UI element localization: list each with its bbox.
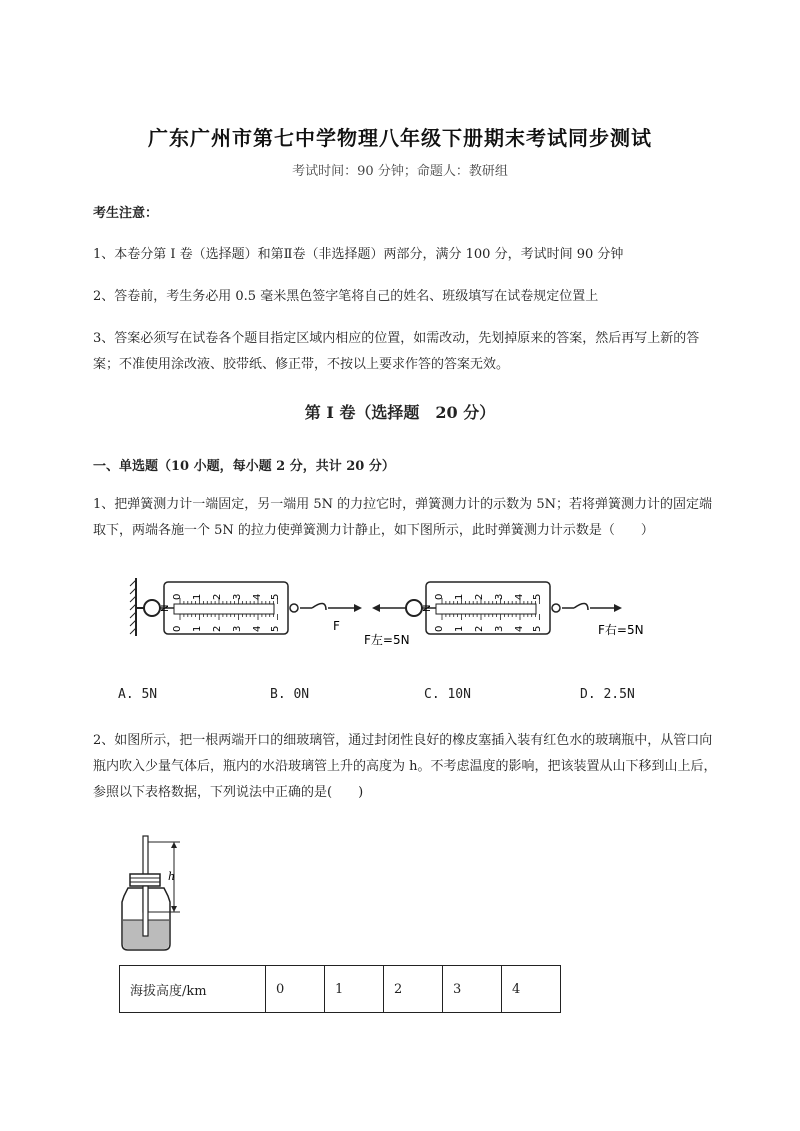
question-1-text: 1、把弹簧测力计一端固定，另一端用 5N 的力拉它时，弹簧测力计的示数为 5N；若将弹簧测力计的固定端取下，两端各施一个 5N 的拉力使弹簧测力计静止，如下图所示，此时弹簧测力计示数是（ ） — [93, 497, 712, 538]
table-cell: 3 — [443, 966, 502, 1013]
option-d[interactable]: D. 2.5N — [580, 687, 635, 702]
section-title: 第 I 卷（选择题 20 分） — [304, 403, 496, 422]
zero-mark-left: N — [160, 604, 171, 612]
table-row — [120, 966, 561, 1013]
table-cell: 1 — [325, 966, 384, 1013]
scale-number: 5 — [270, 593, 281, 600]
force-label-right: F右=5N — [598, 623, 644, 637]
scale-number: 0 — [434, 593, 445, 600]
scale-number: 1 — [454, 625, 465, 632]
scale-number: 1 — [454, 593, 465, 600]
option-a[interactable]: A. 5N — [118, 687, 158, 702]
scale-number: 3 — [232, 625, 243, 632]
scale-number: 0 — [434, 625, 445, 632]
scale-number: 3 — [494, 593, 505, 600]
scale-number: 4 — [514, 593, 525, 600]
exam-info: 考试时间：90 分钟；命题人：教研组 — [292, 164, 508, 179]
option-c[interactable]: C. 10N — [424, 687, 471, 702]
table-row-header: 海拔高度/km — [120, 966, 266, 1013]
table-cell: 2 — [384, 966, 443, 1013]
scale-number: 2 — [474, 593, 485, 600]
scale-number: 3 — [494, 625, 505, 632]
force-label-left: F左=5N — [364, 633, 410, 647]
altitude-table — [119, 965, 561, 1013]
height-label-h: h — [168, 870, 176, 883]
spring-scale-figure — [128, 570, 658, 660]
notice-item-2: 2、答卷前，考生务必用 0.5 毫米黑色签字笔将自己的姓名、班级填写在试卷规定位置上 — [93, 289, 599, 304]
scale-number: 1 — [192, 593, 203, 600]
scale-number: 4 — [514, 625, 525, 632]
bottle-figure — [110, 832, 200, 952]
page-title: 广东广州市第七中学物理八年级下册期末考试同步测试 — [148, 126, 652, 150]
scale-number: 1 — [192, 625, 203, 632]
scale-number: 5 — [270, 625, 281, 632]
scale-number: 2 — [474, 625, 485, 632]
scale-number: 3 — [232, 593, 243, 600]
part-heading: 一、单选题（10 小题，每小题 2 分，共计 20 分） — [93, 459, 395, 474]
scale-number: 0 — [172, 625, 183, 632]
notice-item-3: 3、答案必须写在试卷各个题目指定区域内相应的位置，如需改动，先划掉原来的答案，然后再写上新的答案；不准使用涂改液、胶带纸、修正带，不按以上要求作答的答案无效。 — [93, 331, 700, 372]
scale-number: 2 — [212, 625, 223, 632]
table-cell: 4 — [502, 966, 561, 1013]
table-cell: 0 — [266, 966, 325, 1013]
scale-number: 2 — [212, 593, 223, 600]
scale-number: 4 — [252, 593, 263, 600]
option-b[interactable]: B. 0N — [270, 687, 310, 702]
zero-mark-right: N — [422, 604, 433, 612]
scale-number: 0 — [172, 593, 183, 600]
force-label-f: F — [333, 619, 340, 633]
scale-number: 5 — [532, 593, 543, 600]
scale-number: 5 — [532, 625, 543, 632]
notice-item-1: 1、本卷分第 I 卷（选择题）和第Ⅱ卷（非选择题）两部分，满分 100 分，考试时间 90 分钟 — [93, 247, 624, 262]
scale-number: 4 — [252, 625, 263, 632]
notice-heading: 考生注意： — [93, 206, 159, 221]
question-2-text: 2、如图所示，把一根两端开口的细玻璃管，通过封闭性良好的橡皮塞插入装有红色水的玻璃瓶中，从管口向瓶内吹入少量气体后，瓶内的水沿玻璃管上升的高度为 h。不考虑温度的影响，把该装置从山下移到山上后，参照以下表格数据，下列说法中正确的是( ) — [93, 733, 717, 800]
